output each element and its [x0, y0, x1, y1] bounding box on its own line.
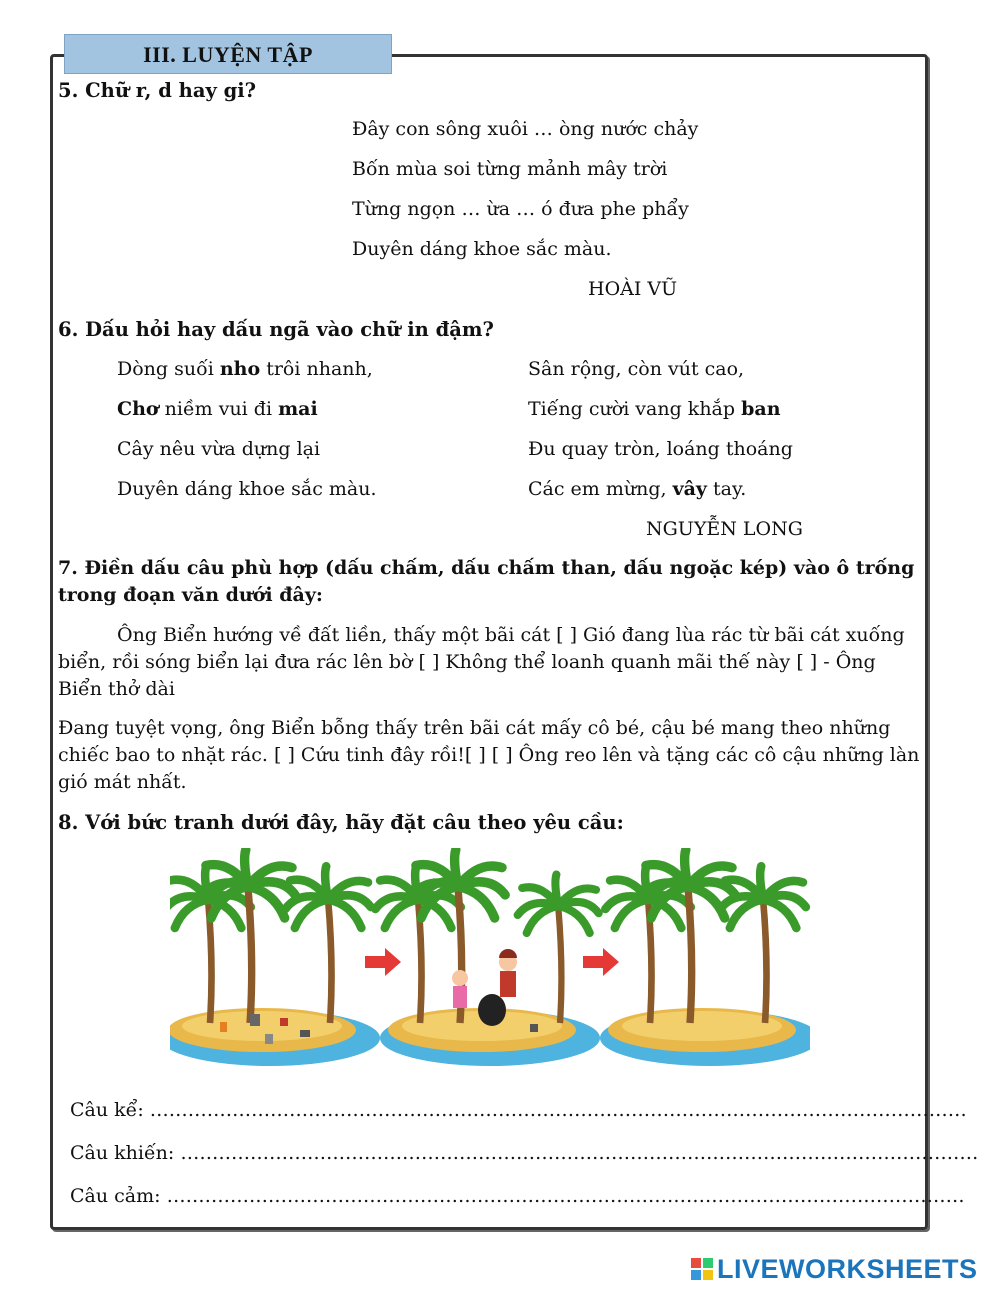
q6-right-line-3: Đu quay tròn, loáng thoáng [528, 438, 793, 460]
arrow-icon [583, 948, 619, 976]
q5-line-2: Bốn mùa soi từng mảnh mây trời [352, 158, 668, 180]
q5-line-1: Đây con sông xuôi … òng nước chảy [352, 118, 699, 140]
arrow-icon [365, 948, 401, 976]
q7-title-line-1: 7. Điền dấu câu phù hợp (dấu chấm, dấu chấm than, dấu ngoặc kép) vào ô trống [58, 557, 915, 579]
island-cleanup-illustration [170, 848, 810, 1078]
island-clean [600, 850, 810, 1066]
answer-cau-ke[interactable]: Câu kể: ………………………………………………………………………………………………………………… [70, 1099, 967, 1121]
q5-line-3: Từng ngọn … ừa … ó đưa phe phẩy [352, 198, 689, 220]
logo-icon [690, 1257, 714, 1281]
q7-para1-line-1: Ông Biển hướng về đất liền, thấy một bãi cát [ ] Gió đang lùa rác từ bãi cát xuống [117, 624, 905, 646]
section-title: III. LUYỆN TẬP [64, 34, 392, 74]
logo-text: LIVEWORKSHEETS [717, 1253, 978, 1284]
q6-right-line-2: Tiếng cười vang khắp ban [528, 398, 781, 420]
answer-cau-khien[interactable]: Câu khiến: ……………………………………………………………………………………………………………… [70, 1142, 979, 1164]
q7-para2-line-3: gió mát nhất. [58, 771, 187, 793]
q8-title: 8. Với bức tranh dưới đây, hãy đặt câu theo yêu cầu: [58, 811, 624, 834]
q7-title-line-2: trong đoạn văn dưới đây: [58, 584, 323, 606]
q5-title: 5. Chữ r, d hay gi? [58, 79, 257, 102]
q7-para1-line-2: biển, rồi sóng biển lại đưa rác lên bờ [ ] Không thể loanh quanh mãi thế này [ ] - Ông [58, 651, 876, 673]
q5-line-4: Duyên dáng khoe sắc màu. [352, 238, 612, 260]
q7-para2-line-2: chiếc bao to nhặt rác. [ ] Cứu tinh đây rồi![ ] [ ] Ông reo lên và tặng các cô cậu những làn [58, 744, 920, 766]
q7-para1-line-3: Biển thở dài [58, 678, 175, 700]
q6-right-line-4: Các em mừng, vây tay. [528, 478, 747, 500]
answer-cau-cam[interactable]: Câu cảm: ……………………………………………………………………………………………………………… [70, 1185, 965, 1207]
q6-left-line-1: Dòng suối nho trôi nhanh, [117, 358, 373, 380]
q5-author: HOÀI VŨ [588, 278, 678, 300]
q6-title: 6. Dấu hỏi hay dấu ngã vào chữ in đậm? [58, 318, 494, 341]
liveworksheets-logo [690, 1252, 978, 1286]
q6-left-line-2: Chơ niềm vui đi mai [117, 398, 318, 420]
island-dirty [170, 850, 380, 1066]
q6-left-line-3: Cây nêu vừa dựng lại [117, 438, 321, 460]
q6-right-line-1: Sân rộng, còn vút cao, [528, 358, 745, 380]
q6-left-line-4: Duyên dáng khoe sắc màu. [117, 478, 377, 500]
q7-para2-line-1: Đang tuyệt vọng, ông Biển bỗng thấy trên bãi cát mấy cô bé, cậu bé mang theo những [58, 717, 891, 739]
island-cleaning [375, 850, 600, 1066]
q6-author: NGUYỄN LONG [646, 518, 803, 540]
